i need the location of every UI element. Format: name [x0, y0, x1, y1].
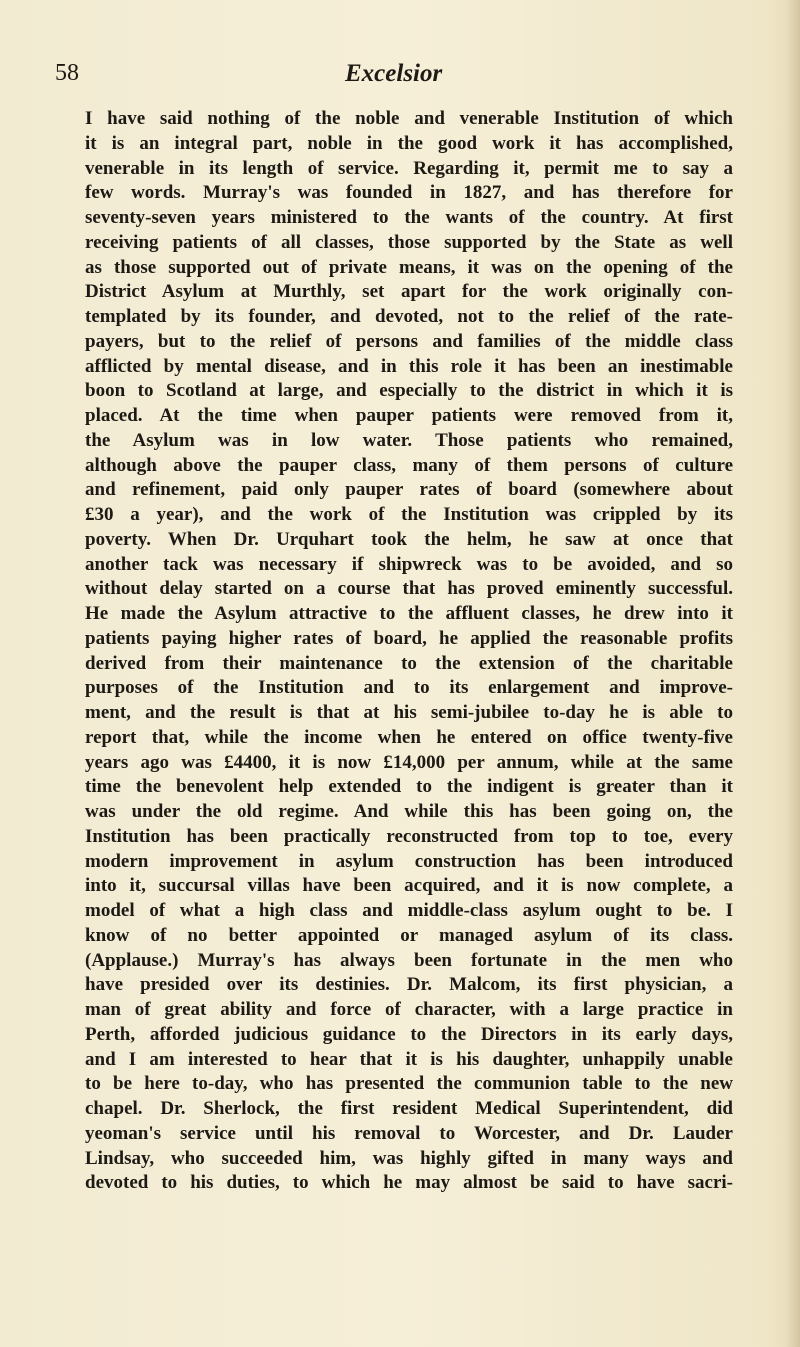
- text-line: yeoman's service until his removal to Worcester, and Dr. Lauder: [85, 1122, 733, 1144]
- text-line: was under the old regime. And while this has been going on, the: [85, 801, 733, 822]
- text-line: although above the pauper class, many of them persons of culture: [85, 454, 733, 476]
- text-line: boon to Scotland at large, and especially to the district in which it is: [85, 380, 733, 402]
- text-line: templated by its founder, and devoted, not to the relief of the rate-: [85, 306, 733, 327]
- text-line: modern improvement in asylum construction has been introduced: [85, 850, 733, 872]
- text-line: poverty. When Dr. Urquhart took the helm, he saw at once that: [85, 528, 733, 550]
- text-line: the Asylum was in low water. Those patients who remained,: [85, 429, 733, 451]
- text-line: model of what a high class and middle-class asylum ought to be. I: [85, 900, 733, 921]
- text-line: afflicted by mental disease, and in this role it has been an inestimable: [85, 355, 733, 377]
- text-line: years ago was £4400, it is now £14,000 per annum, while at the same: [85, 751, 733, 773]
- text-line: time the benevolent help extended to the indigent is greater than it: [85, 776, 733, 798]
- text-line: devoted to his duties, to which he may almost be said to have sacri-: [85, 1172, 733, 1194]
- text-line: Lindsay, who succeeded him, was highly gifted in many ways and: [85, 1147, 733, 1169]
- text-line: and refinement, paid only pauper rates of board (somewhere about: [85, 479, 733, 501]
- text-line: purposes of the Institution and to its enlargement and improve-: [85, 677, 733, 699]
- text-line: it is an integral part, noble in the good work it has accomplished,: [85, 132, 733, 154]
- text-line: know of no better appointed or managed asylum of its class.: [85, 924, 733, 946]
- text-line: venerable in its length of service. Regarding it, permit me to say a: [85, 157, 733, 179]
- text-line: without delay started on a course that has proved eminently successful.: [85, 578, 733, 600]
- page-edge-shadow: [786, 0, 800, 1347]
- text-line: patients paying higher rates of board, he applied the reasonable profits: [85, 627, 733, 649]
- text-line: District Asylum at Murthly, set apart for the work originally con-: [85, 281, 733, 303]
- text-line: payers, but to the relief of persons and families of the middle class: [85, 330, 733, 352]
- text-line: ment, and the result is that at his semi-jubilee to-day he is able to: [85, 702, 733, 723]
- text-line: seventy-seven years ministered to the wants of the country. At first: [85, 207, 733, 228]
- text-line: Institution has been practically reconstructed from top to toe, every: [85, 825, 733, 847]
- text-line: report that, while the income when he entered on office twenty-five: [85, 726, 733, 748]
- text-line: have presided over its destinies. Dr. Malcom, its first physician, a: [85, 974, 733, 996]
- text-line: to be here to-day, who has presented the communion table to the new: [85, 1073, 733, 1095]
- text-line: chapel. Dr. Sherlock, the first resident Medical Superintendent, did: [85, 1098, 733, 1119]
- text-line: as those supported out of private means, it was on the opening of the: [85, 256, 733, 278]
- text-line: derived from their maintenance to the extension of the charitable: [85, 652, 733, 674]
- page-number: 58: [55, 60, 79, 86]
- body-paragraph: [85, 107, 733, 1196]
- text-line: man of great ability and force of character, with a large practice in: [85, 999, 733, 1020]
- page-header: [55, 60, 745, 92]
- text-line: (Applause.) Murray's has always been fortunate in the men who: [85, 949, 733, 971]
- text-line: I have said nothing of the noble and venerable Institution of which: [85, 108, 733, 129]
- text-line: and I am interested to hear that it is his daughter, unhappily unable: [85, 1048, 733, 1070]
- text-line: another tack was necessary if shipwreck was to be avoided, and so: [85, 553, 733, 575]
- text-line: He made the Asylum attractive to the affluent classes, he drew into it: [85, 603, 733, 624]
- text-line: receiving patients of all classes, those supported by the State as well: [85, 231, 733, 253]
- text-line: £30 a year), and the work of the Institution was crippled by its: [85, 504, 733, 525]
- text-line: Perth, afforded judicious guidance to the Directors in its early days,: [85, 1023, 733, 1045]
- text-line: few words. Murray's was founded in 1827, and has therefore for: [85, 182, 733, 204]
- running-title: Excelsior: [345, 60, 443, 87]
- text-line: into it, succursal villas have been acquired, and it is now complete, a: [85, 875, 733, 897]
- text-line: placed. At the time when pauper patients were removed from it,: [85, 405, 733, 426]
